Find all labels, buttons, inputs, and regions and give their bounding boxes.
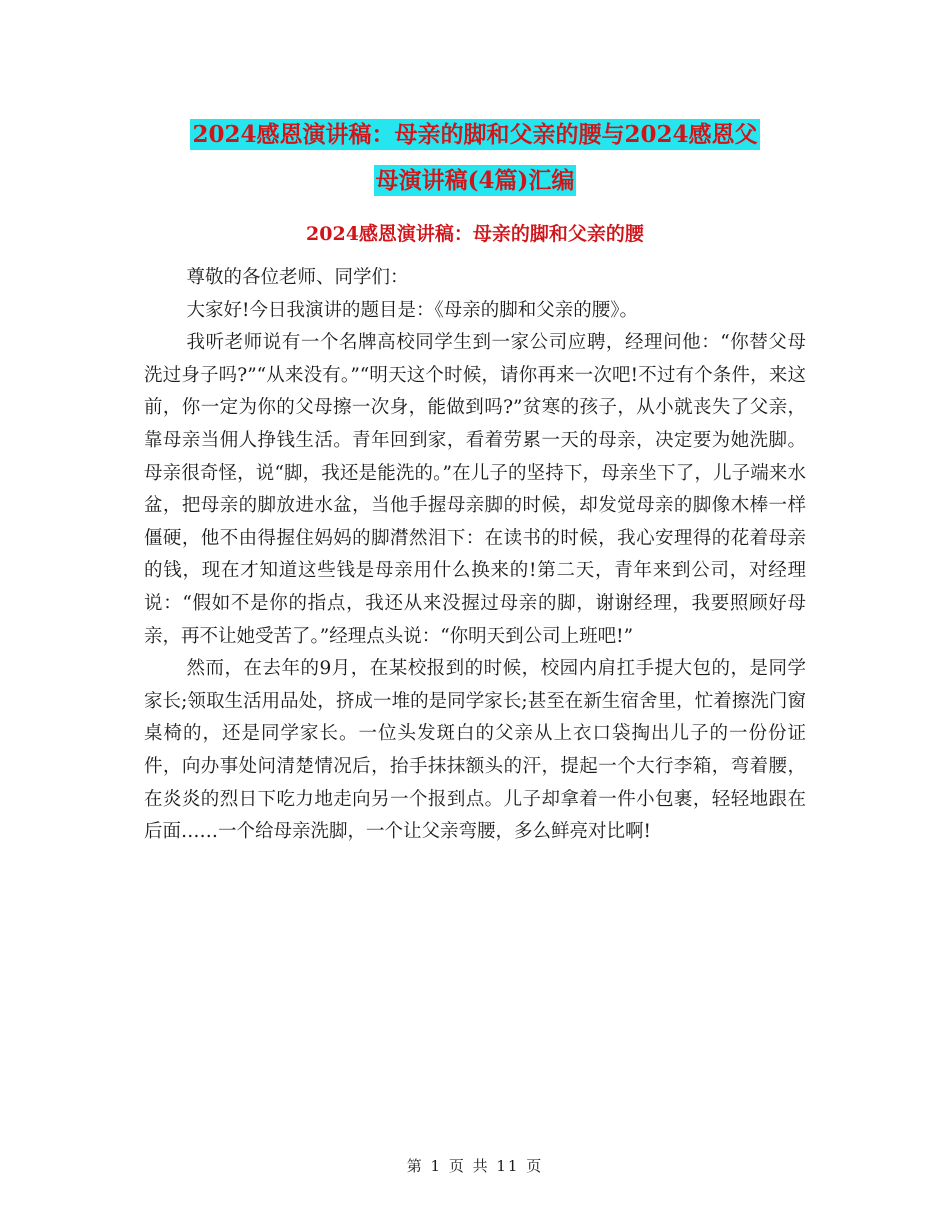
paragraph-contrast: 然而，在去年的9月，在某校报到的时候，校园内肩扛手提大包的，是同学家长;领取生活用品处，挤成一堆的是同学家长;甚至在新生宿舍里，忙着擦洗门窗桌椅的，还是同学家长。一位头发斑白的父亲从上衣口袋掏出儿子的一份份证件，向办事处问清楚情况后，抬手抹抹额头的汗，提起一个大行李箱，弯着腰，在炎炎的烈日下吃力地走向另一个报到点。儿子却拿着一件小包裹，轻轻地跟在后面……一个给母亲洗脚，一个让父亲弯腰，多么鲜亮对比啊! xyxy=(144,658,806,843)
paragraph-greeting: 大家好!今日我演讲的题目是：《母亲的脚和父亲的腰》。 xyxy=(186,299,638,321)
title-line-1: 2024感恩演讲稿：母亲的脚和父亲的腰与2024感恩父 xyxy=(192,121,758,148)
title-line-2: 母演讲稿(4篇)汇编 xyxy=(375,167,575,194)
section-title: 2024感恩演讲稿：母亲的脚和父亲的腰 xyxy=(306,223,644,245)
document-title xyxy=(140,112,810,204)
paragraph-story: 我听老师说有一个名牌高校同学生到一家公司应聘，经理问他：“你替父母洗过身子吗?”“从来没有。”“明天这个时候，请你再来一次吧!不过有个条件，来这前，你一定为你的父母擦一次身，能做到吗?”贫寒的孩子，从小就丧失了父亲，靠母亲当佣人挣钱生活。青年回到家，看着劳累一天的母亲，决定要为她洗脚。母亲很奇怪，说“脚，我还是能洗的。”在儿子的坚持下，母亲坐下了，儿子端来水盆，把母亲的脚放进水盆，当他手握母亲脚的时候，却发觉母亲的脚像木棒一样僵硬，他不由得握住妈妈的脚潸然泪下：在读书的时候，我心安理得的花着母亲的钱，现在才知道这些钱是母亲用什么换来的!第二天，青年来到公司，对经理说：“假如不是你的指点，我还从来没握过母亲的脚，谢谢经理，我要照顾好母亲，再不让她受苦了。”经理点头说：“你明天到公司上班吧!” xyxy=(144,332,806,647)
page-footer: 第 1 页 共 11 页 xyxy=(406,1157,544,1175)
document-body xyxy=(144,262,806,849)
paragraph-salutation: 尊敬的各位老师、同学们： xyxy=(186,267,409,288)
